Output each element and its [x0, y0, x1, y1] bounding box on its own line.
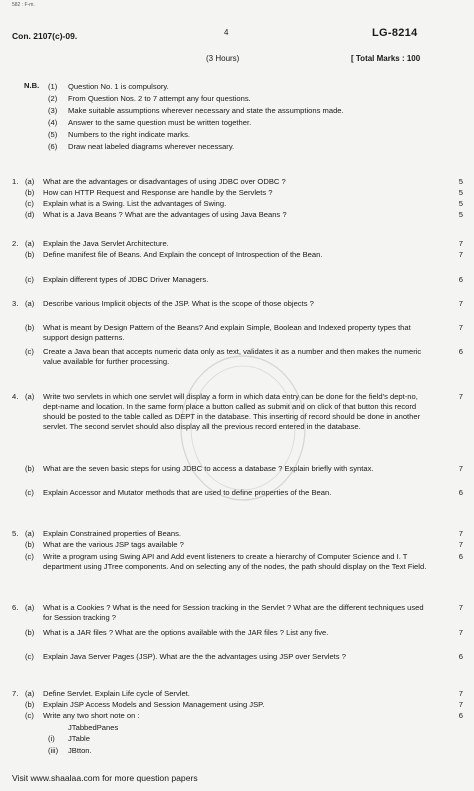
sub-item: JTabbedPanes — [68, 723, 119, 732]
exam-page: 582 : F-m. Con. 2107(c)-09. 4 LG-8214 (3 Hours) [ Total Marks : 100 N.B. (1) Question No. 1 is compulsory. (2) From Question Nos. 2 to 7 attempt any four questions. (3) Make suitable assumptions wherever necessary and state the assumptions made. (4) Answer to the same question must be written together. (5) Numbers to the right indicate marks. (6) Draw neat labeled diagrams wherever necessary. 1. (a) What are the advantages or disadvantages of using JDBC over ODBC ? 5 (b) How can HTTP Request and Response are handle by the Servlets ? 5 (c) Explain what is a Swing. List the advantages of Swing. 5 (d) What is a Java Beans ? What are the advantages of using Java Beans ? 5 2. (a) Explain the Java Servlet Architecture. 7 (b) Define manifest file of Beans. And Explain the concept of Introspection of the Bean. 7 (c) Explain different types of JDBC Driver Managers. 6 3. (a) Describe various Implicit objects of the JSP. What is the scope of those objects ? 7 (b) What is meant by Design Pattern of the Beans? And explain Simple, Boolean and Indexed property types that support design patterns. 7 (c) Create a Java bean that accepts numeric data only as text, validates it as a number and then makes the numeric value available for further processing. 6 4. (a) Write two servlets in which one servlet will display a form in which data entry can be done for the field's dept-no, dept-name and location. In the same form place a button called as submit and on click of that button this record should be posted to the table called as DEPT in the database. This inserting of record should be done in another servlet. The second servlet should also display all the previous record entered in the database. 7 (b) What are the seven basic steps for using JDBC to access a database ? Explain briefly with syntax. 7 (c) Explain Accessor and Mutator methods that are used to define properties of the Bean. 6 5. (a) Explain Constrained properties of Beans. 7 (b) What are the various JSP tags available ? 7 (c) Write a program using Swing API and Add event listeners to create a hierarchy of Computer Science and I. T department using JTree components. And on selecting any of the nodes, the path should display on the Text Field. 6 6. (a) What is a Cookies ? What is the need for Session tracking in the Servlet ? What are the different techniques used for Session tracking ? 7 (b) What is a JAR files ? What are the options available with the JAR files ? List any five. 7 (c) Explain Java Server Pages (JSP). What are the the advantages using JSP over Servlets ? 6 7. (a) Define Servlet. Explain Life cycle of Servlet. 7 (b) Explain JSP Access Models and Session Management using JSP. 7 (c) Write any two short note on : 6 JTabbedPanes (i) JTable (iii) JBtton. Visit www.shaalaa.com for more question papers — [12, 2, 463, 783]
instruction-item: (4) Answer to the same question must be written together. — [48, 118, 252, 127]
instruction-item: (6) Draw neat labeled diagrams wherever necessary. — [48, 142, 235, 151]
sub-item: (i) JTable — [48, 734, 90, 743]
instruction-item: (5) Numbers to the right indicate marks. — [48, 130, 190, 139]
paper-id: LG-8214 — [372, 27, 418, 39]
duration: (3 Hours) — [206, 54, 240, 63]
paper-code: 582 : F-m. — [12, 2, 35, 8]
page-number: 4 — [224, 28, 229, 37]
instruction-item: (3) Make suitable assumptions wherever necessary and state the assumptions made. — [48, 106, 344, 115]
footer-note: Visit www.shaalaa.com for more question papers — [12, 773, 198, 783]
instruction-item: (1) Question No. 1 is compulsory. — [48, 82, 169, 91]
con-number: Con. 2107(c)-09. — [12, 31, 78, 41]
total-marks: [ Total Marks : 100 — [351, 54, 421, 63]
nb-label: N.B. — [24, 81, 40, 90]
sub-item: (iii) JBtton. — [48, 746, 92, 755]
instruction-item: (2) From Question Nos. 2 to 7 attempt any four questions. — [48, 94, 251, 103]
